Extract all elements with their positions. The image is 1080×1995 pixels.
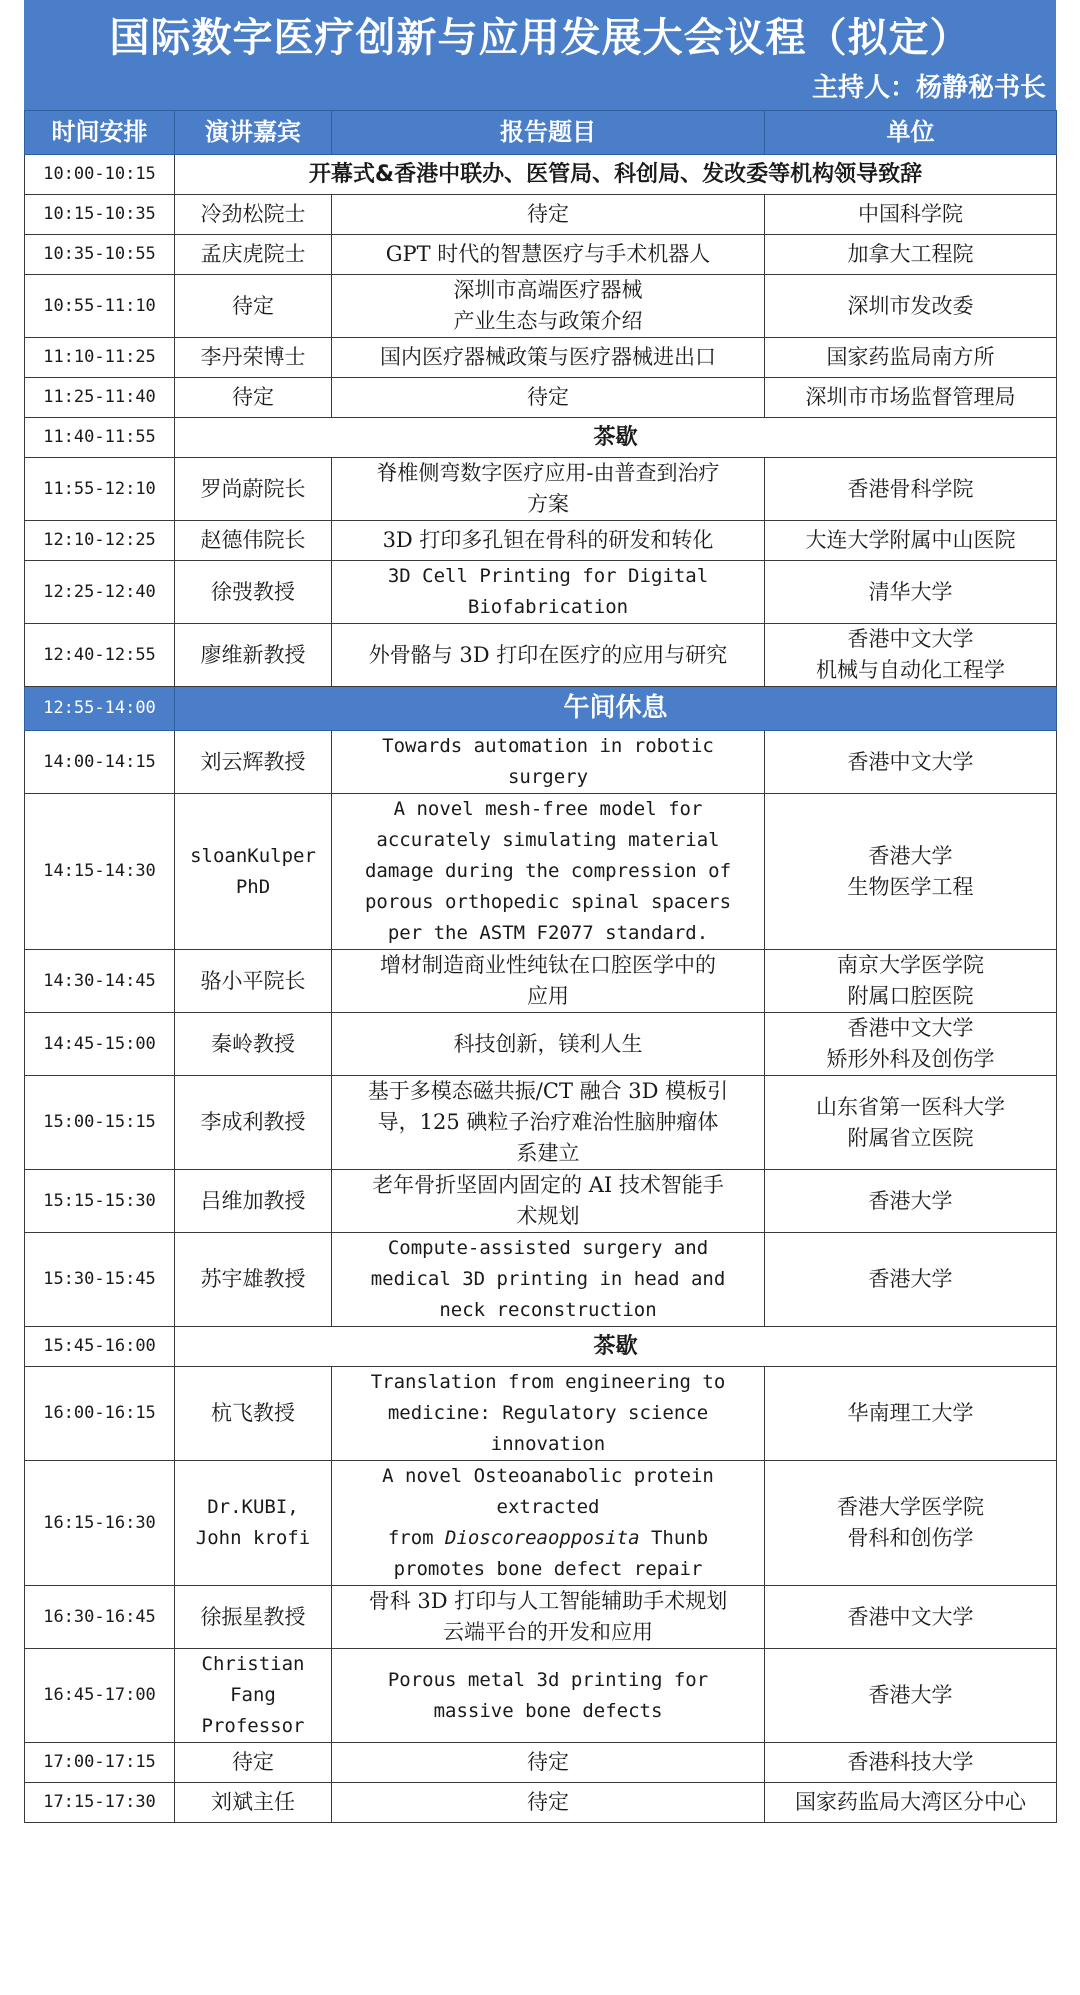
time-slot: 11:25-11:40: [25, 378, 175, 418]
topic-segment: A novel Osteoanabolic protein extracted from: [382, 1465, 714, 1549]
agenda-row: [25, 235, 1057, 275]
topic-segment: Dioscoreaopposita: [445, 1527, 640, 1549]
speaker-organization: 香港大学: [765, 1170, 1057, 1233]
time-slot: 16:45-17:00: [25, 1649, 175, 1743]
agenda-row: [25, 1743, 1057, 1783]
agenda-body: [25, 155, 1057, 1823]
agenda-page: [24, 0, 1056, 1823]
span-row: [25, 1327, 1057, 1367]
time-slot: 10:55-11:10: [25, 275, 175, 338]
speaker-name: 待定: [175, 275, 332, 338]
speaker-organization: 香港科技大学: [765, 1743, 1057, 1783]
host-label: 主持人：杨静秘书长: [811, 73, 1046, 103]
session-label: 午间休息: [175, 687, 1057, 731]
time-slot: 17:15-17:30: [25, 1783, 175, 1823]
agenda-row: [25, 1233, 1057, 1327]
speaker-name: 赵德伟院长: [175, 521, 332, 561]
agenda-row: [25, 1586, 1057, 1649]
session-label: 开幕式&香港中联办、医管局、科创局、发改委等机构领导致辞: [175, 155, 1057, 195]
talk-topic: 科技创新，镁利人生: [332, 1013, 765, 1076]
talk-topic: 待定: [332, 1783, 765, 1823]
time-slot: 10:35-10:55: [25, 235, 175, 275]
col-header-topic: 报告题目: [332, 111, 765, 155]
speaker-organization: 香港中文大学 矫形外科及创伤学: [765, 1013, 1057, 1076]
talk-topic: A novel mesh-free model for accurately simulating material damage during the compression of porous orthopedic spinal spacers per the ASTM F2077 standard.: [332, 794, 765, 950]
title-banner: [24, 0, 1056, 110]
speaker-name: 待定: [175, 1743, 332, 1783]
agenda-row: [25, 1013, 1057, 1076]
agenda-row: [25, 731, 1057, 794]
speaker-organization: 国家药监局大湾区分中心: [765, 1783, 1057, 1823]
speaker-organization: 南京大学医学院 附属口腔医院: [765, 950, 1057, 1013]
speaker-organization: 山东省第一医科大学 附属省立医院: [765, 1076, 1057, 1170]
span-row: [25, 418, 1057, 458]
speaker-organization: 深圳市发改委: [765, 275, 1057, 338]
speaker-name: 李丹荣博士: [175, 338, 332, 378]
talk-topic: Towards automation in robotic surgery: [332, 731, 765, 794]
agenda-row: [25, 561, 1057, 624]
time-slot: 11:40-11:55: [25, 418, 175, 458]
time-slot: 10:00-10:15: [25, 155, 175, 195]
agenda-row: [25, 1649, 1057, 1743]
talk-topic: Compute-assisted surgery and medical 3D printing in head and neck reconstruction: [332, 1233, 765, 1327]
speaker-organization: 香港大学: [765, 1649, 1057, 1743]
span-row: [25, 155, 1057, 195]
time-slot: 15:30-15:45: [25, 1233, 175, 1327]
speaker-organization: 深圳市市场监督管理局: [765, 378, 1057, 418]
talk-topic: GPT 时代的智慧医疗与手术机器人: [332, 235, 765, 275]
time-slot: 12:40-12:55: [25, 624, 175, 687]
talk-topic: 深圳市高端医疗器械 产业生态与政策介绍: [332, 275, 765, 338]
time-slot: 15:15-15:30: [25, 1170, 175, 1233]
time-slot: 12:25-12:40: [25, 561, 175, 624]
talk-topic: 脊椎侧弯数字医疗应用-由普查到治疗 方案: [332, 458, 765, 521]
speaker-name: Christian Fang Professor: [175, 1649, 332, 1743]
topic-segment: Thunb promotes bone defect repair: [393, 1527, 709, 1580]
talk-topic: 国内医疗器械政策与医疗器械进出口: [332, 338, 765, 378]
time-slot: 14:45-15:00: [25, 1013, 175, 1076]
speaker-name: 刘斌主任: [175, 1783, 332, 1823]
agenda-row: [25, 1170, 1057, 1233]
speaker-organization: 香港大学: [765, 1233, 1057, 1327]
speaker-name: 孟庆虎院士: [175, 235, 332, 275]
speaker-organization: 香港中文大学: [765, 731, 1057, 794]
talk-topic: 骨科 3D 打印与人工智能辅助手术规划 云端平台的开发和应用: [332, 1586, 765, 1649]
talk-topic: 外骨骼与 3D 打印在医疗的应用与研究: [332, 624, 765, 687]
speaker-name: 李成利教授: [175, 1076, 332, 1170]
time-slot: 15:00-15:15: [25, 1076, 175, 1170]
talk-topic: Porous metal 3d printing for massive bone defects: [332, 1649, 765, 1743]
speaker-organization: 大连大学附属中山医院: [765, 521, 1057, 561]
time-slot: 10:15-10:35: [25, 195, 175, 235]
time-slot: 16:30-16:45: [25, 1586, 175, 1649]
speaker-name: 刘云辉教授: [175, 731, 332, 794]
speaker-name: 徐弢教授: [175, 561, 332, 624]
session-label: 茶歇: [175, 1327, 1057, 1367]
time-slot: 14:00-14:15: [25, 731, 175, 794]
col-header-org: 单位: [765, 111, 1057, 155]
agenda-row: [25, 458, 1057, 521]
speaker-name: Dr.KUBI, John krofi: [175, 1461, 332, 1586]
agenda-row: [25, 338, 1057, 378]
talk-topic: 待定: [332, 378, 765, 418]
speaker-name: sloanKulper PhD: [175, 794, 332, 950]
talk-topic: [332, 1461, 765, 1586]
speaker-organization: 加拿大工程院: [765, 235, 1057, 275]
speaker-name: 苏宇雄教授: [175, 1233, 332, 1327]
talk-topic: 老年骨折坚固内固定的 AI 技术智能手 术规划: [332, 1170, 765, 1233]
speaker-name: 杭飞教授: [175, 1367, 332, 1461]
time-slot: 11:55-12:10: [25, 458, 175, 521]
speaker-name: 秦岭教授: [175, 1013, 332, 1076]
speaker-organization: 香港大学 生物医学工程: [765, 794, 1057, 950]
agenda-row: [25, 794, 1057, 950]
talk-topic: 3D 打印多孔钽在骨科的研发和转化: [332, 521, 765, 561]
time-slot: 11:10-11:25: [25, 338, 175, 378]
speaker-organization: 华南理工大学: [765, 1367, 1057, 1461]
agenda-table: [24, 110, 1057, 1823]
agenda-row: [25, 378, 1057, 418]
agenda-row: [25, 521, 1057, 561]
agenda-row: [25, 950, 1057, 1013]
page-title: 国际数字医疗创新与应用发展大会议程（拟定）: [109, 14, 971, 61]
talk-topic: 待定: [332, 1743, 765, 1783]
speaker-name: 罗尚蔚院长: [175, 458, 332, 521]
time-slot: 12:55-14:00: [25, 687, 175, 731]
time-slot: 14:30-14:45: [25, 950, 175, 1013]
speaker-organization: 国家药监局南方所: [765, 338, 1057, 378]
speaker-organization: 中国科学院: [765, 195, 1057, 235]
time-slot: 14:15-14:30: [25, 794, 175, 950]
agenda-row: [25, 195, 1057, 235]
talk-topic: 增材制造商业性纯钛在口腔医学中的 应用: [332, 950, 765, 1013]
speaker-name: 冷劲松院士: [175, 195, 332, 235]
time-slot: 16:00-16:15: [25, 1367, 175, 1461]
talk-topic: 基于多模态磁共振/CT 融合 3D 模板引 导，125 碘粒子治疗难治性脑肿瘤体 系建立: [332, 1076, 765, 1170]
time-slot: 16:15-16:30: [25, 1461, 175, 1586]
col-header-speaker: 演讲嘉宾: [175, 111, 332, 155]
speaker-name: 徐振星教授: [175, 1586, 332, 1649]
talk-topic: Translation from engineering to medicine: Regulatory science innovation: [332, 1367, 765, 1461]
speaker-organization: 香港中文大学: [765, 1586, 1057, 1649]
agenda-row: [25, 1783, 1057, 1823]
speaker-name: 待定: [175, 378, 332, 418]
talk-topic: 3D Cell Printing for Digital Biofabrication: [332, 561, 765, 624]
agenda-row: [25, 1461, 1057, 1586]
time-slot: 15:45-16:00: [25, 1327, 175, 1367]
speaker-organization: 香港中文大学 机械与自动化工程学: [765, 624, 1057, 687]
agenda-row: [25, 1076, 1057, 1170]
talk-topic: 待定: [332, 195, 765, 235]
col-header-time: 时间安排: [25, 111, 175, 155]
time-slot: 12:10-12:25: [25, 521, 175, 561]
speaker-name: 骆小平院长: [175, 950, 332, 1013]
time-slot: 17:00-17:15: [25, 1743, 175, 1783]
lunch-break-row: [25, 687, 1057, 731]
speaker-organization: 香港大学医学院 骨科和创伤学: [765, 1461, 1057, 1586]
table-header-row: [25, 111, 1057, 155]
agenda-row: [25, 275, 1057, 338]
agenda-row: [25, 624, 1057, 687]
speaker-organization: 香港骨科学院: [765, 458, 1057, 521]
agenda-row: [25, 1367, 1057, 1461]
session-label: 茶歇: [175, 418, 1057, 458]
speaker-organization: 清华大学: [765, 561, 1057, 624]
speaker-name: 吕维加教授: [175, 1170, 332, 1233]
speaker-name: 廖维新教授: [175, 624, 332, 687]
